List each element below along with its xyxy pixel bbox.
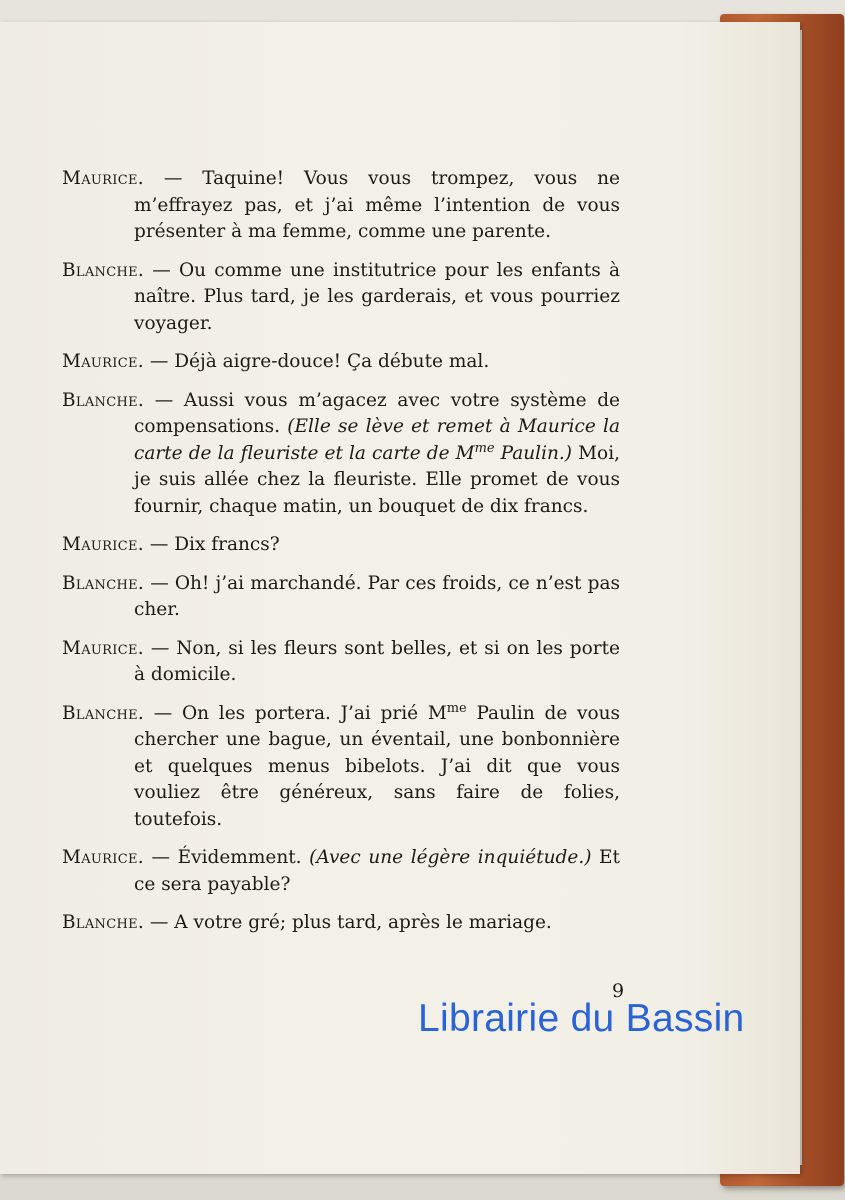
dialogue-text-span: Paulin de vous chercher une bague, un éventail, une bonbonnière et quelques menus bibelots. J’ai dit que vous vouliez être généreux, sans faire de folies, toutefois. — [134, 702, 620, 830]
dialogue-text-span: — Ou comme une institutrice pour les enfants à naître. Plus tard, je les garderais, et vous pourriez voyager. — [134, 259, 620, 334]
speaker-name: Blanche. — [62, 912, 145, 933]
dialogue-text-span: — Évidemment. — [143, 847, 310, 868]
dialogue-text-span: — A votre gré; plus tard, après le mariage. — [144, 912, 552, 933]
superscript: me — [446, 700, 467, 716]
dialogue-line — [62, 636, 620, 689]
speaker-name: Blanche. — [62, 389, 145, 411]
speaker-name: Blanche. — [62, 702, 145, 724]
dialogue-text-after: Moi, je suis allée chez la fleuriste. Elle promet de vous fournir, chaque matin, un bouquet de dix francs. — [134, 442, 620, 517]
dialogue-text-span: — Déjà aigre-douce! Ça débute mal. — [143, 351, 490, 372]
speaker-name: Maurice. — [62, 534, 144, 555]
dialogue-line — [62, 845, 620, 898]
dialogue-line — [62, 388, 620, 521]
dialogue-text-after: Et ce sera payable? — [134, 847, 620, 895]
speaker-name: Maurice. — [62, 168, 144, 189]
dialogue-text-span: — Aussi vous m’agacez avec votre système de compensations. — [134, 389, 620, 437]
speaker-name: Maurice. — [62, 351, 144, 372]
speaker-name: Blanche. — [62, 259, 145, 281]
dialogue-line — [62, 910, 620, 937]
dialogue-line — [62, 532, 620, 559]
page-number: 9 — [612, 980, 625, 1002]
stage-direction-end: Paulin.) — [494, 442, 573, 464]
superscript: me — [474, 440, 495, 456]
dialogue-text-before: — On les portera. J’ai prié M — [144, 702, 447, 724]
dialogue-text-span: — Non, si les fleurs sont belles, et si on les porte à domicile. — [134, 637, 620, 685]
dialogue-text — [62, 166, 620, 949]
dialogue-line — [62, 166, 620, 246]
speaker-name: Blanche. — [62, 572, 145, 594]
dialogue-line — [62, 571, 620, 624]
dialogue-text-span: — Taquine! Vous vous trompez, vous ne m’effrayez pas, et j’ai même l’intention de vous présenter à ma femme, comme une parente. — [134, 168, 620, 242]
dialogue-line — [62, 258, 620, 338]
dialogue-line — [62, 701, 620, 834]
speaker-name: Maurice. — [62, 637, 144, 659]
speaker-name: Maurice. — [62, 847, 144, 868]
stage-direction: (Avec une légère inquiétude.) — [309, 847, 592, 868]
dialogue-text-span: — Oh! j’ai marchandé. Par ces froids, ce n’est pas cher. — [134, 572, 620, 620]
dialogue-line — [62, 349, 620, 376]
stage-direction-text: (Elle se lève et remet à Maurice la carte de la fleuriste et la carte de M — [134, 416, 620, 464]
watermark-text: Librairie du Bassin — [418, 997, 745, 1040]
dialogue-text-span: — Dix francs? — [143, 534, 280, 555]
